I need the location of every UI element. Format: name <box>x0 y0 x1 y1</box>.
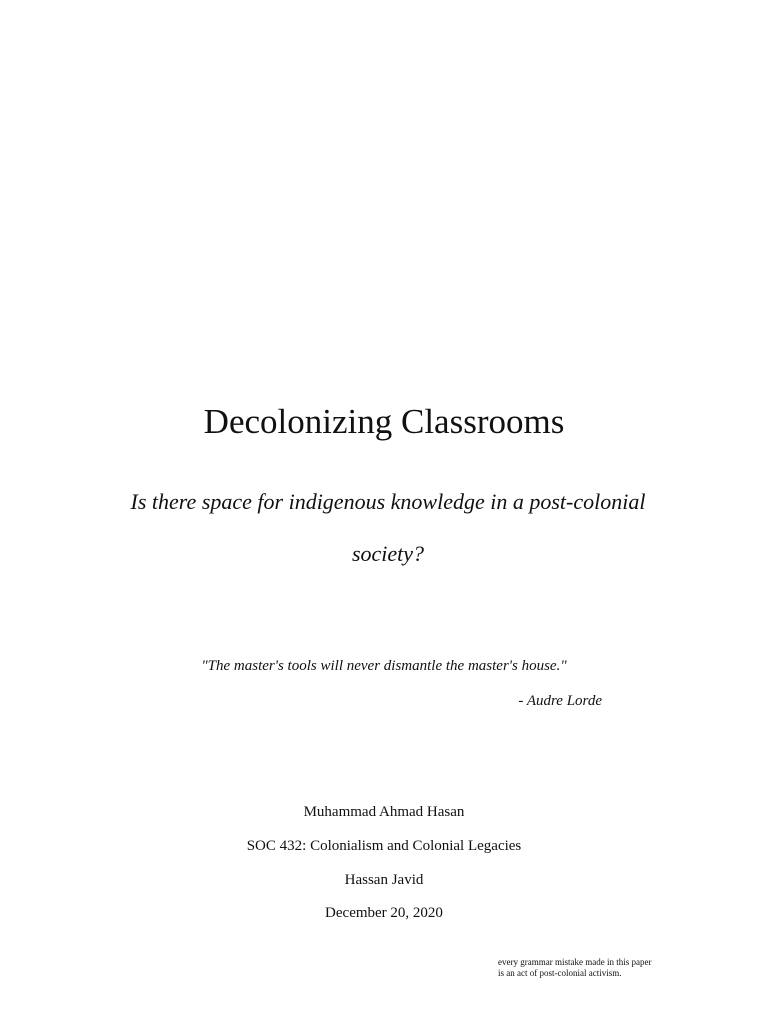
footnote-line-1: every grammar mistake made in this paper <box>498 957 652 967</box>
paper-title: Decolonizing Classrooms <box>203 402 565 441</box>
course-name: SOC 432: Colonialism and Colonial Legacies <box>246 838 522 854</box>
submission-date: December 20, 2020 <box>325 905 443 921</box>
author-name: Muhammad Ahmad Hasan <box>303 804 465 820</box>
footnote-line-2: is an act of post-colonial activism. <box>498 968 622 978</box>
instructor-name: Hassan Javid <box>344 872 424 888</box>
epigraph-attribution: - Audre Lorde <box>518 693 602 709</box>
paper-subtitle: Is there space for indigenous knowledge in a post-colonial society? <box>130 489 646 566</box>
epigraph-quote: "The master's tools will never dismantle the master's house." <box>201 658 567 674</box>
footnote <box>498 957 698 979</box>
